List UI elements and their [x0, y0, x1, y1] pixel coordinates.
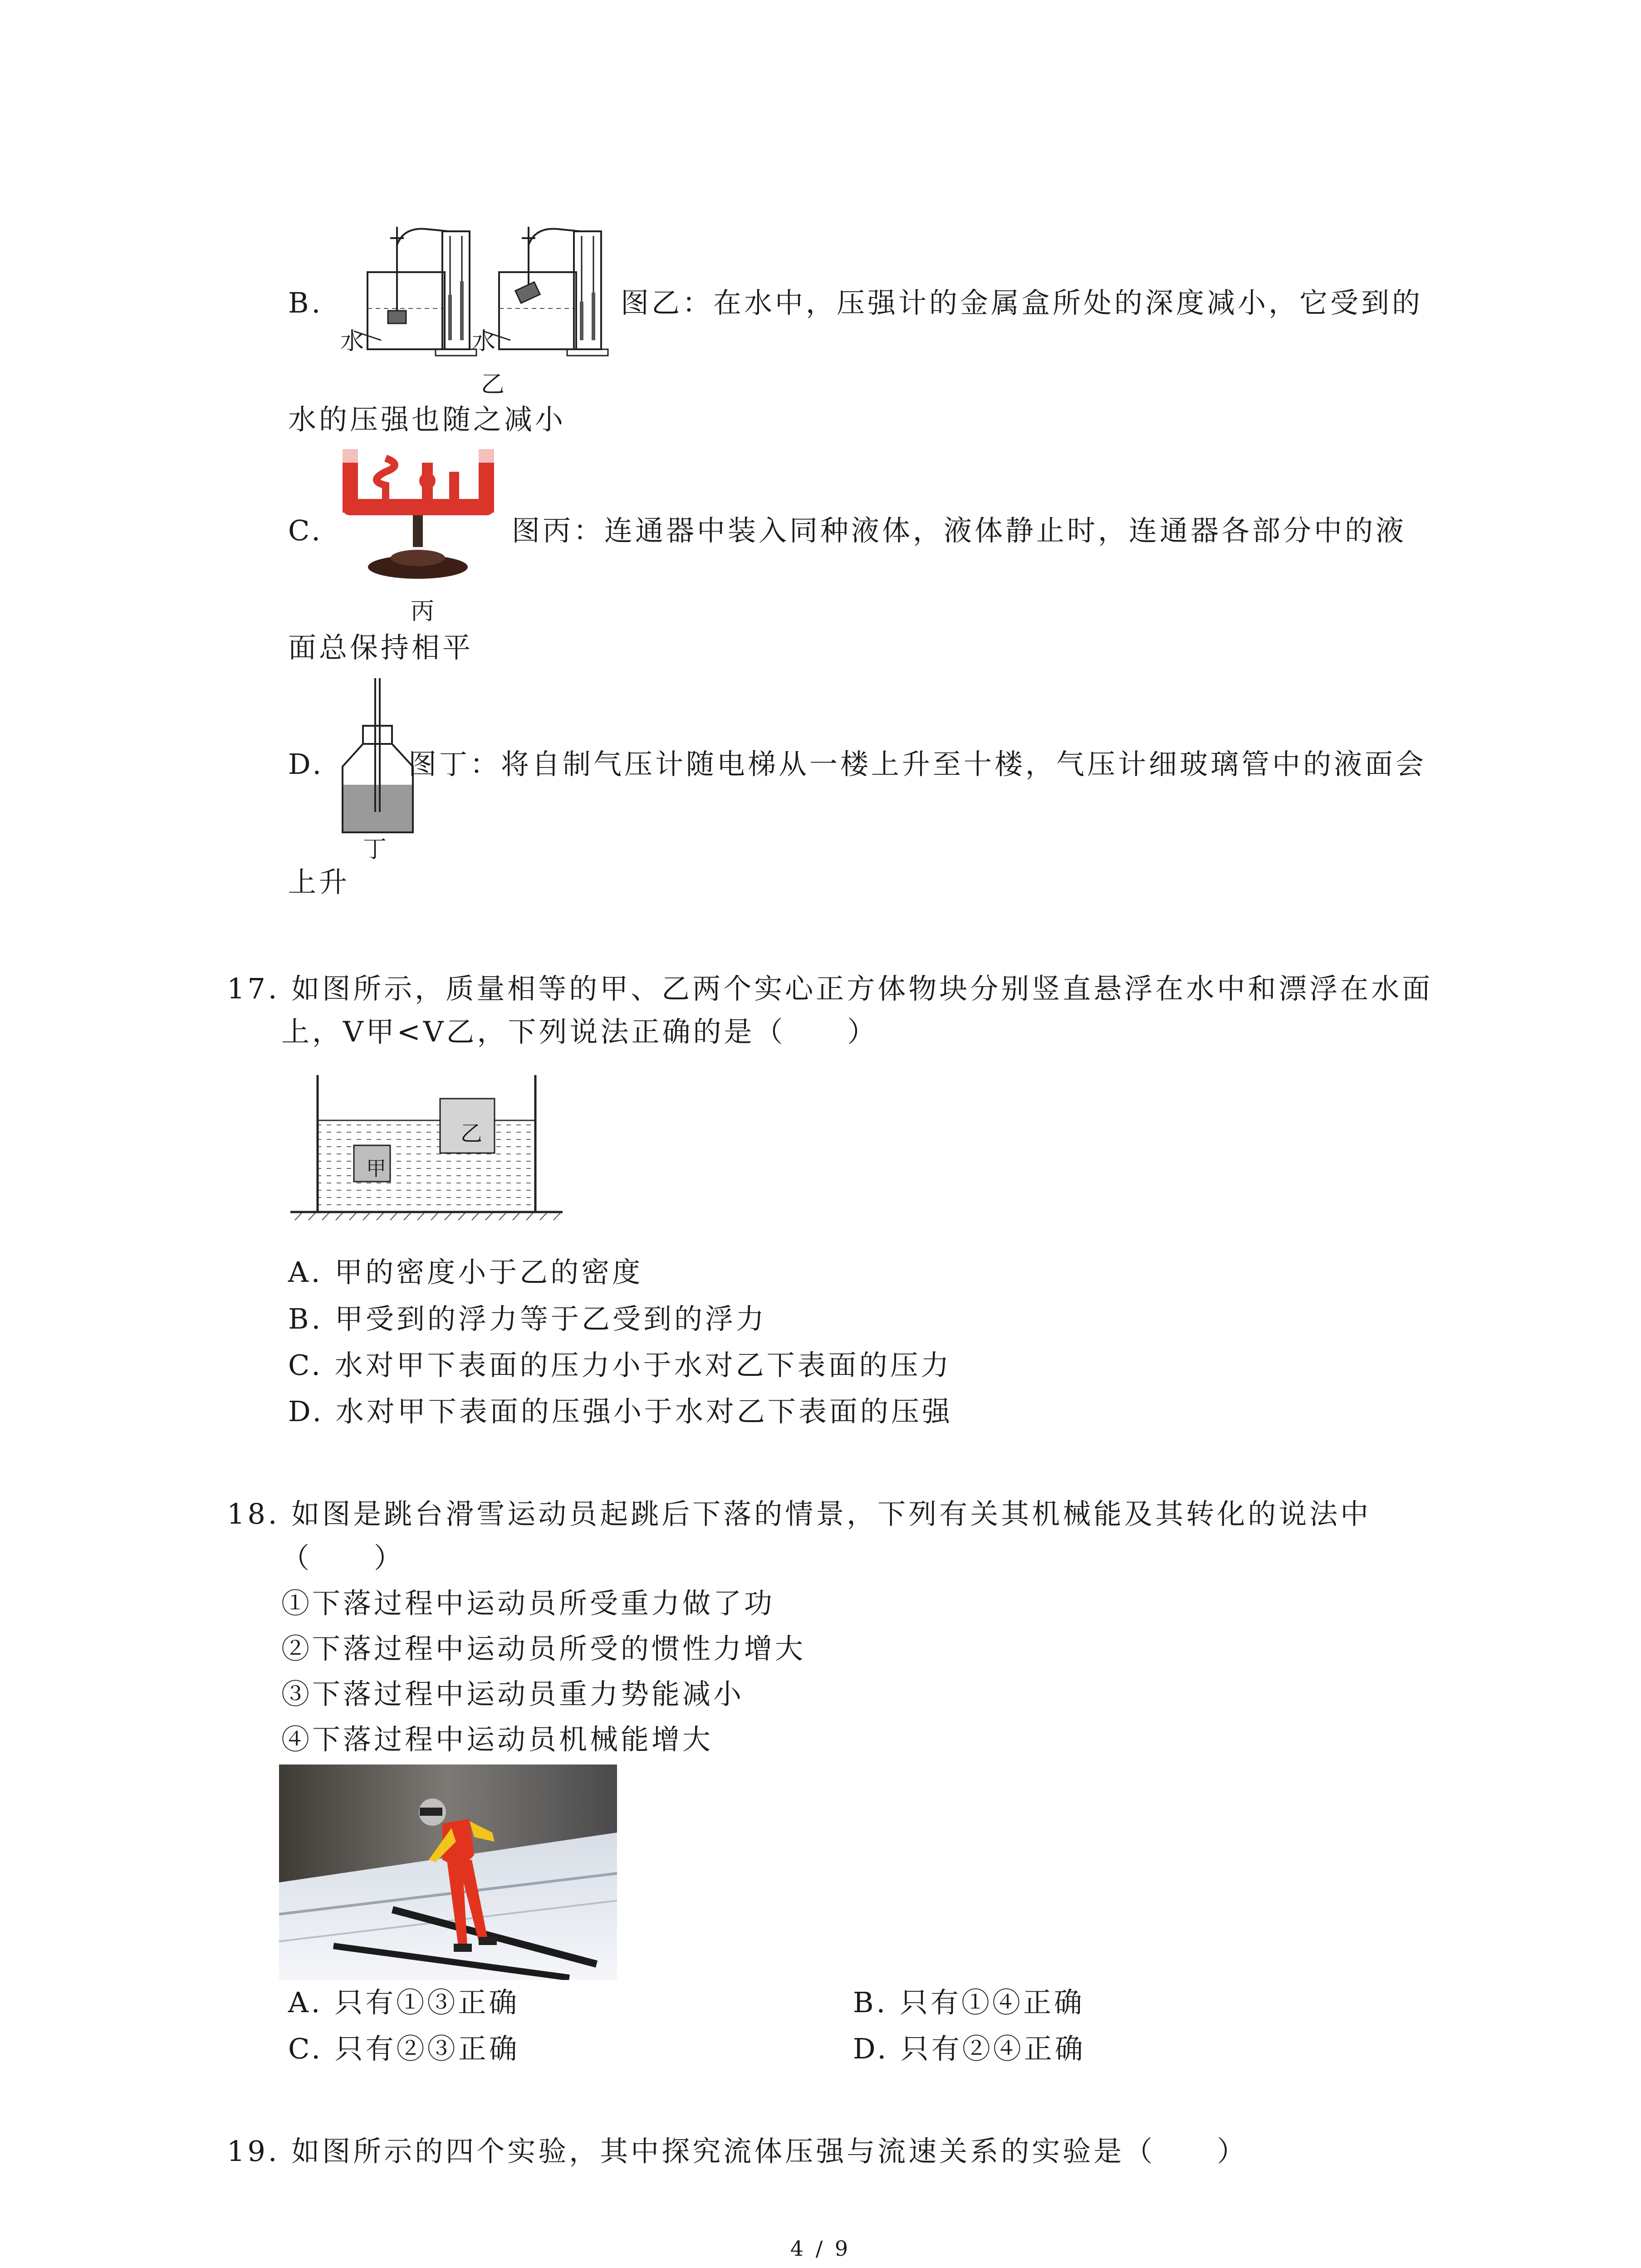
q17-stem-line2: 上，V甲<V乙，下列说法正确的是（ ） — [281, 1015, 878, 1048]
q18-option-c: C. 只有②③正确 — [288, 2032, 520, 2065]
option-b-text-line1: 图乙：在水中，压强计的金属盒所处的深度减小，它受到的 — [621, 286, 1423, 319]
q18-option-d: D. 只有②④正确 — [853, 2032, 1086, 2065]
water-label-left: 水 — [340, 328, 364, 355]
q19-stem: 19. 如图所示的四个实验，其中探究流体压强与流速关系的实验是（ ） — [227, 2135, 1248, 2168]
q18-option-a: A. 只有①③正确 — [288, 1986, 520, 2019]
q18-item-1: ①下落过程中运动员所受重力做了功 — [281, 1587, 775, 1620]
option-c-text-line2: 面总保持相平 — [288, 631, 474, 664]
option-d-text-line1: 图丁：将自制气压计随电梯从一楼上升至十楼，气压计细玻璃管中的液面会 — [408, 748, 1427, 781]
figure-label-yi: 乙 — [481, 371, 505, 398]
water-label-right: 水 — [472, 328, 496, 355]
pressure-gauge-figure — [327, 218, 617, 395]
figure-label-ding: 丁 — [363, 836, 387, 863]
figure-label-bing: 丙 — [411, 598, 435, 625]
q18-stem-line1: 18. 如图是跳台滑雪运动员起跳后下落的情景，下列有关其机械能及其转化的说法中 — [227, 1497, 1372, 1530]
q17-option-b: B. 甲受到的浮力等于乙受到的浮力 — [288, 1302, 767, 1335]
q18-item-2: ②下落过程中运动员所受的惯性力增大 — [281, 1632, 806, 1665]
q18-option-b: B. 只有①④正确 — [853, 1986, 1085, 2019]
block-jia-label: 甲 — [366, 1157, 386, 1180]
q17-option-c: C. 水对甲下表面的压力小于水对乙下表面的压力 — [288, 1349, 952, 1382]
ski-jumper-photo — [279, 1765, 617, 1980]
option-d-text-line2: 上升 — [288, 865, 350, 899]
page-number: 4 / 9 — [790, 2236, 851, 2261]
q18-item-4: ④下落过程中运动员机械能增大 — [281, 1723, 714, 1756]
option-b-letter: B. — [288, 286, 323, 319]
q18-item-3: ③下落过程中运动员重力势能减小 — [281, 1677, 745, 1711]
option-c-text-line1: 图丙：连通器中装入同种液体，液体静止时，连通器各部分中的液 — [512, 514, 1407, 547]
option-c-letter: C. — [288, 514, 323, 547]
q18-stem-line2: （ ） — [281, 1541, 405, 1574]
block-yi-label: 乙 — [460, 1121, 483, 1146]
option-b-text-line2: 水的压强也随之减小 — [288, 403, 566, 436]
barometer-bottle-figure — [333, 676, 420, 844]
q17-stem-line1: 17. 如图所示，质量相等的甲、乙两个实心正方体物块分别竖直悬浮在水中和漂浮在水面 — [227, 972, 1433, 1005]
option-d-letter: D. — [288, 748, 324, 781]
floating-blocks-figure — [286, 1070, 567, 1234]
q17-option-a: A. 甲的密度小于乙的密度 — [288, 1256, 643, 1289]
q17-option-d: D. 水对甲下表面的压强小于水对乙下表面的压强 — [288, 1395, 953, 1428]
connected-vessel-figure — [336, 445, 508, 590]
